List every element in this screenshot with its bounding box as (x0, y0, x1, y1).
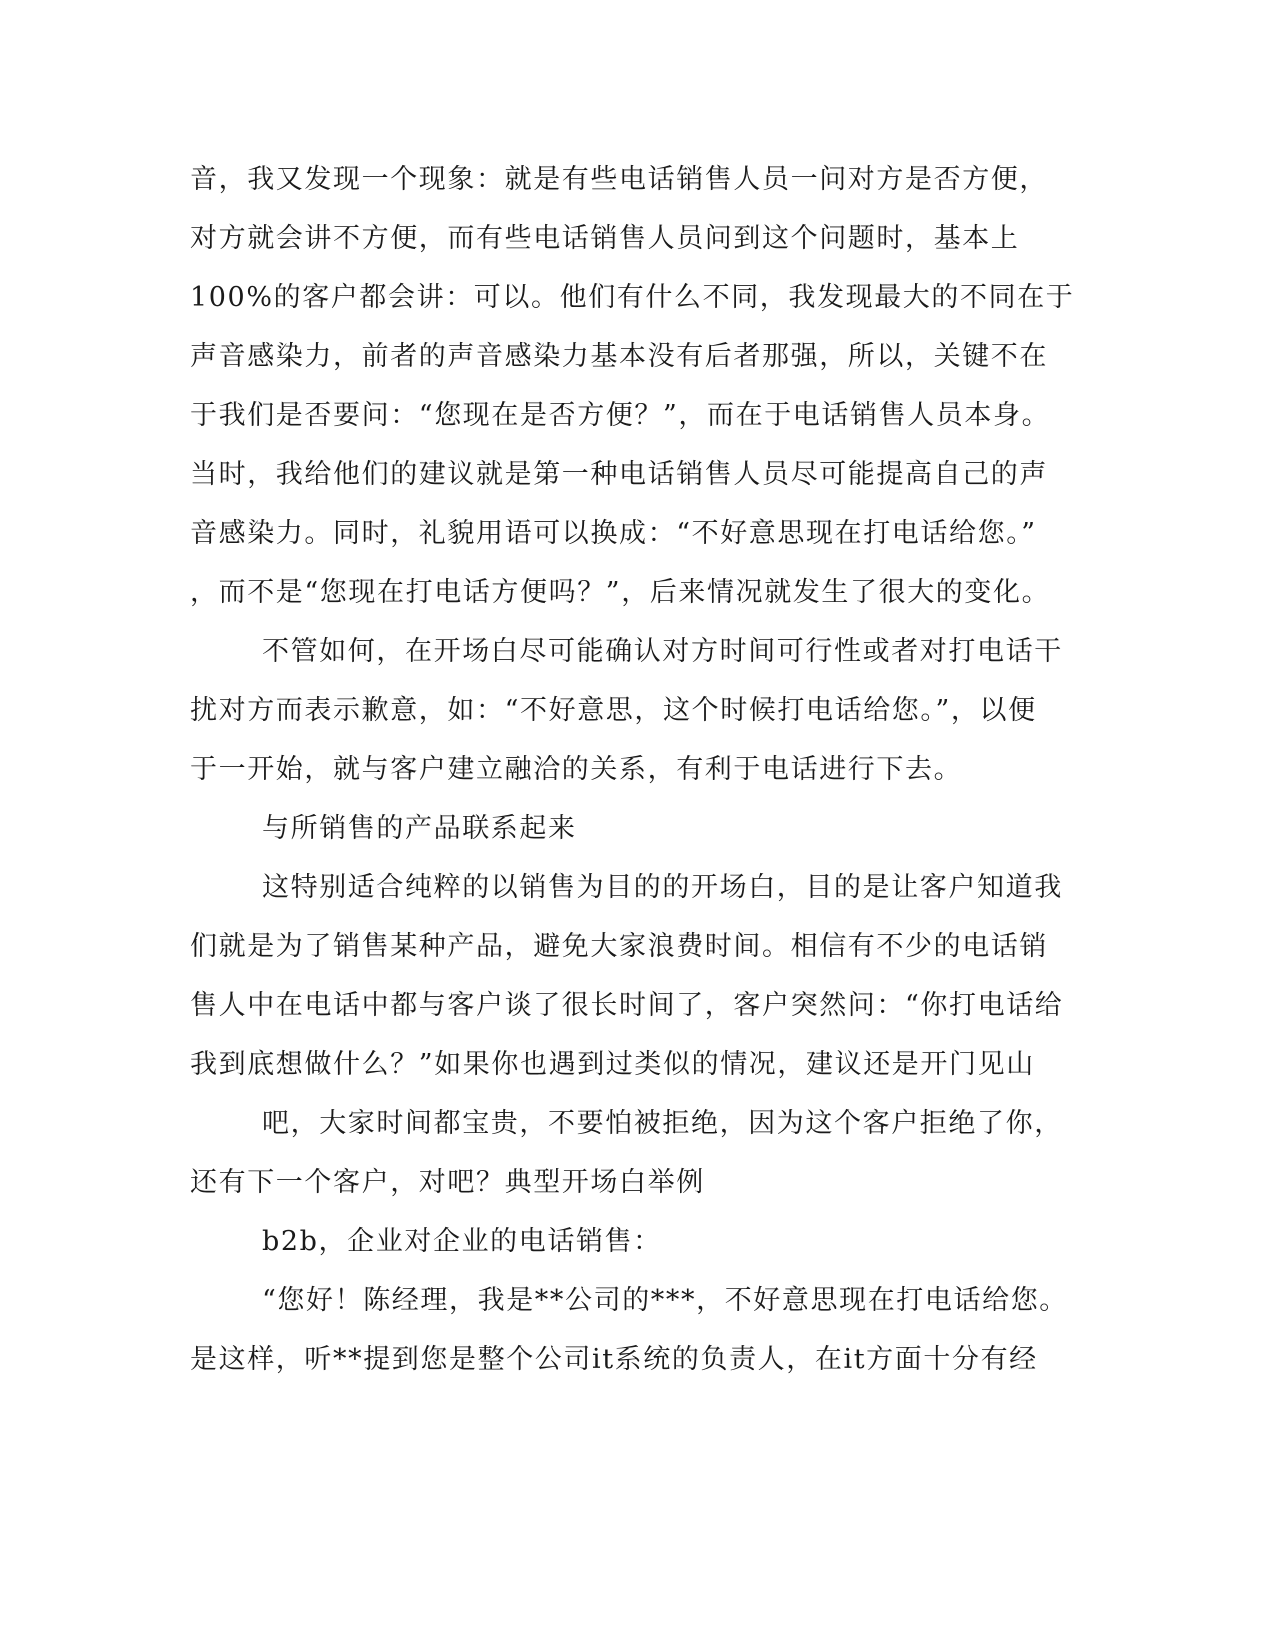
text-line: ，而不是“您现在打电话方便吗？”，后来情况就发生了很大的变化。 (190, 577, 1051, 608)
text-line: 们就是为了销售某种产品，避免大家浪费时间。相信有不少的电话销 (190, 931, 1048, 962)
text-line: 扰对方而表示歉意，如：“不好意思，这个时候打电话给您。”，以便 (190, 695, 1037, 726)
text-line: 音，我又发现一个现象：就是有些电话销售人员一问对方是否方便， (190, 164, 1048, 195)
text-line: 音感染力。同时，礼貌用语可以换成：“不好意思现在打电话给您。” (190, 518, 1037, 549)
text-line: 声音感染力，前者的声音感染力基本没有后者那强，所以，关键不在 (190, 341, 1048, 372)
text-line: 于我们是否要问：“您现在是否方便？”，而在于电话销售人员本身。 (190, 400, 1051, 431)
text-line: 我到底想做什么？”如果你也遇到过类似的情况，建议还是开门见山 (190, 1049, 1035, 1080)
text-line: 对方就会讲不方便，而有些电话销售人员问到这个问题时，基本上 (190, 223, 1020, 254)
paragraph-start: 吧，大家时间都宝贵，不要怕被拒绝，因为这个客户拒绝了你， (262, 1108, 1063, 1139)
subheading: b2b，企业对企业的电话销售： (262, 1226, 662, 1257)
text-line: 还有下一个客户，对吧？典型开场白举例 (190, 1167, 705, 1198)
section-heading: 与所销售的产品联系起来 (262, 813, 577, 844)
paragraph-start: “您好！陈经理，我是**公司的***，不好意思现在打电话给您。 (262, 1285, 1068, 1316)
text-line: 于一开始，就与客户建立融洽的关系，有利于电话进行下去。 (190, 754, 963, 785)
paragraph-start: 不管如何，在开场白尽可能确认对方时间可行性或者对打电话干 (262, 636, 1063, 667)
text-line: 当时，我给他们的建议就是第一种电话销售人员尽可能提高自己的声 (190, 459, 1048, 490)
text-line: 100%的客户都会讲：可以。他们有什么不同，我发现最大的不同在于 (190, 282, 1075, 313)
text-line: 售人中在电话中都与客户谈了很长时间了，客户突然问：“你打电话给 (190, 990, 1064, 1021)
text-line: 是这样，听**提到您是整个公司it系统的负责人，在it方面十分有经 (190, 1344, 1038, 1375)
paragraph-start: 这特别适合纯粹的以销售为目的的开场白，目的是让客户知道我 (262, 872, 1063, 903)
